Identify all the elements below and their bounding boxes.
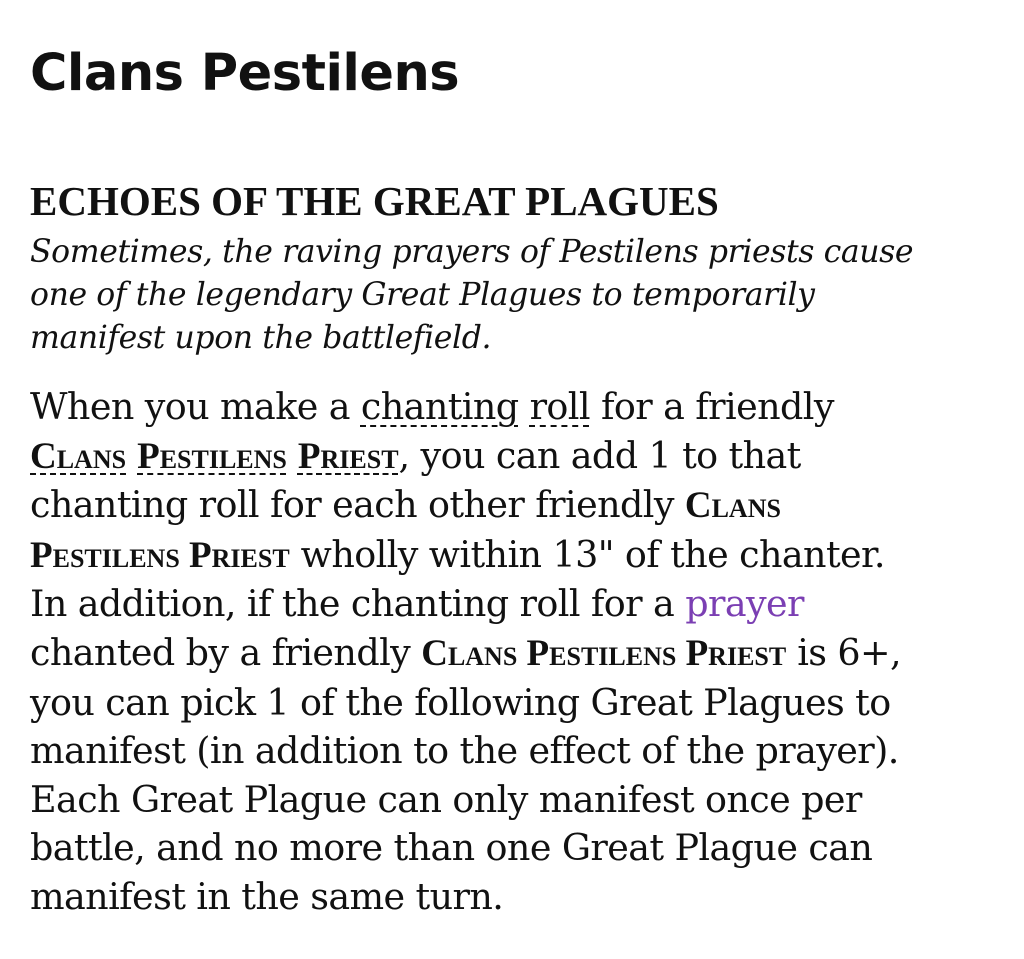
keyword-pestilens[interactable]: Pestilens <box>137 435 287 477</box>
rules-text <box>519 385 530 428</box>
ability-name: ECHOES OF THE GREAT PLAGUES <box>30 178 719 224</box>
rules-text: , you can add 1 to that <box>398 433 801 477</box>
rules-line <box>30 580 1005 629</box>
rules-text: chanting roll for each other friendly <box>30 483 685 527</box>
flavour-line: manifest upon the battlefield. <box>30 320 492 356</box>
rules-text: for a friendly <box>589 385 834 428</box>
glossary-term-roll[interactable]: roll <box>529 385 590 428</box>
flavour-line: one of the legendary Great Plagues to temporarily <box>30 277 815 313</box>
keyword-clans[interactable]: Clans <box>30 435 127 477</box>
faction-title: Clans Pestilens <box>30 44 460 103</box>
rules-text: is 6+, <box>786 630 902 674</box>
rules-text <box>287 434 298 477</box>
rules-line <box>30 432 1005 482</box>
rules-line <box>30 531 1005 581</box>
ability-flavour-text <box>30 231 1005 360</box>
rules-text: chanted by a friendly <box>30 630 422 674</box>
rules-text: wholly within 13" of the chanter. <box>289 532 885 576</box>
rules-line <box>30 383 1005 432</box>
rules-text <box>126 434 137 477</box>
keyword-clans: Clans <box>684 485 781 527</box>
rules-line <box>30 629 1005 679</box>
keyword-priest[interactable]: Priest <box>297 435 399 477</box>
prayer-link[interactable]: prayer <box>685 582 804 626</box>
rules-line: battle, and no more than one Great Plague can <box>30 826 873 870</box>
flavour-line: Sometimes, the raving prayers of Pestilens priests cause <box>30 234 914 270</box>
rules-line: you can pick 1 of the following Great Plagues to <box>30 680 891 724</box>
keyword-clans-pestilens-priest: Clans Pestilens Priest <box>421 632 787 674</box>
ability-rules-text <box>30 383 1005 922</box>
rules-line <box>30 481 1005 531</box>
rules-line: manifest (in addition to the effect of the prayer). <box>30 729 899 773</box>
rules-text: In addition, if the chanting roll for a <box>30 582 686 626</box>
glossary-term-chanting[interactable]: chanting <box>360 385 519 428</box>
rules-line: manifest in the same turn. <box>30 874 504 918</box>
keyword-pestilens-priest: Pestilens Priest <box>30 534 290 576</box>
rules-line: Each Great Plague can only manifest once per <box>30 777 862 821</box>
rules-text: When you make a <box>30 385 361 428</box>
